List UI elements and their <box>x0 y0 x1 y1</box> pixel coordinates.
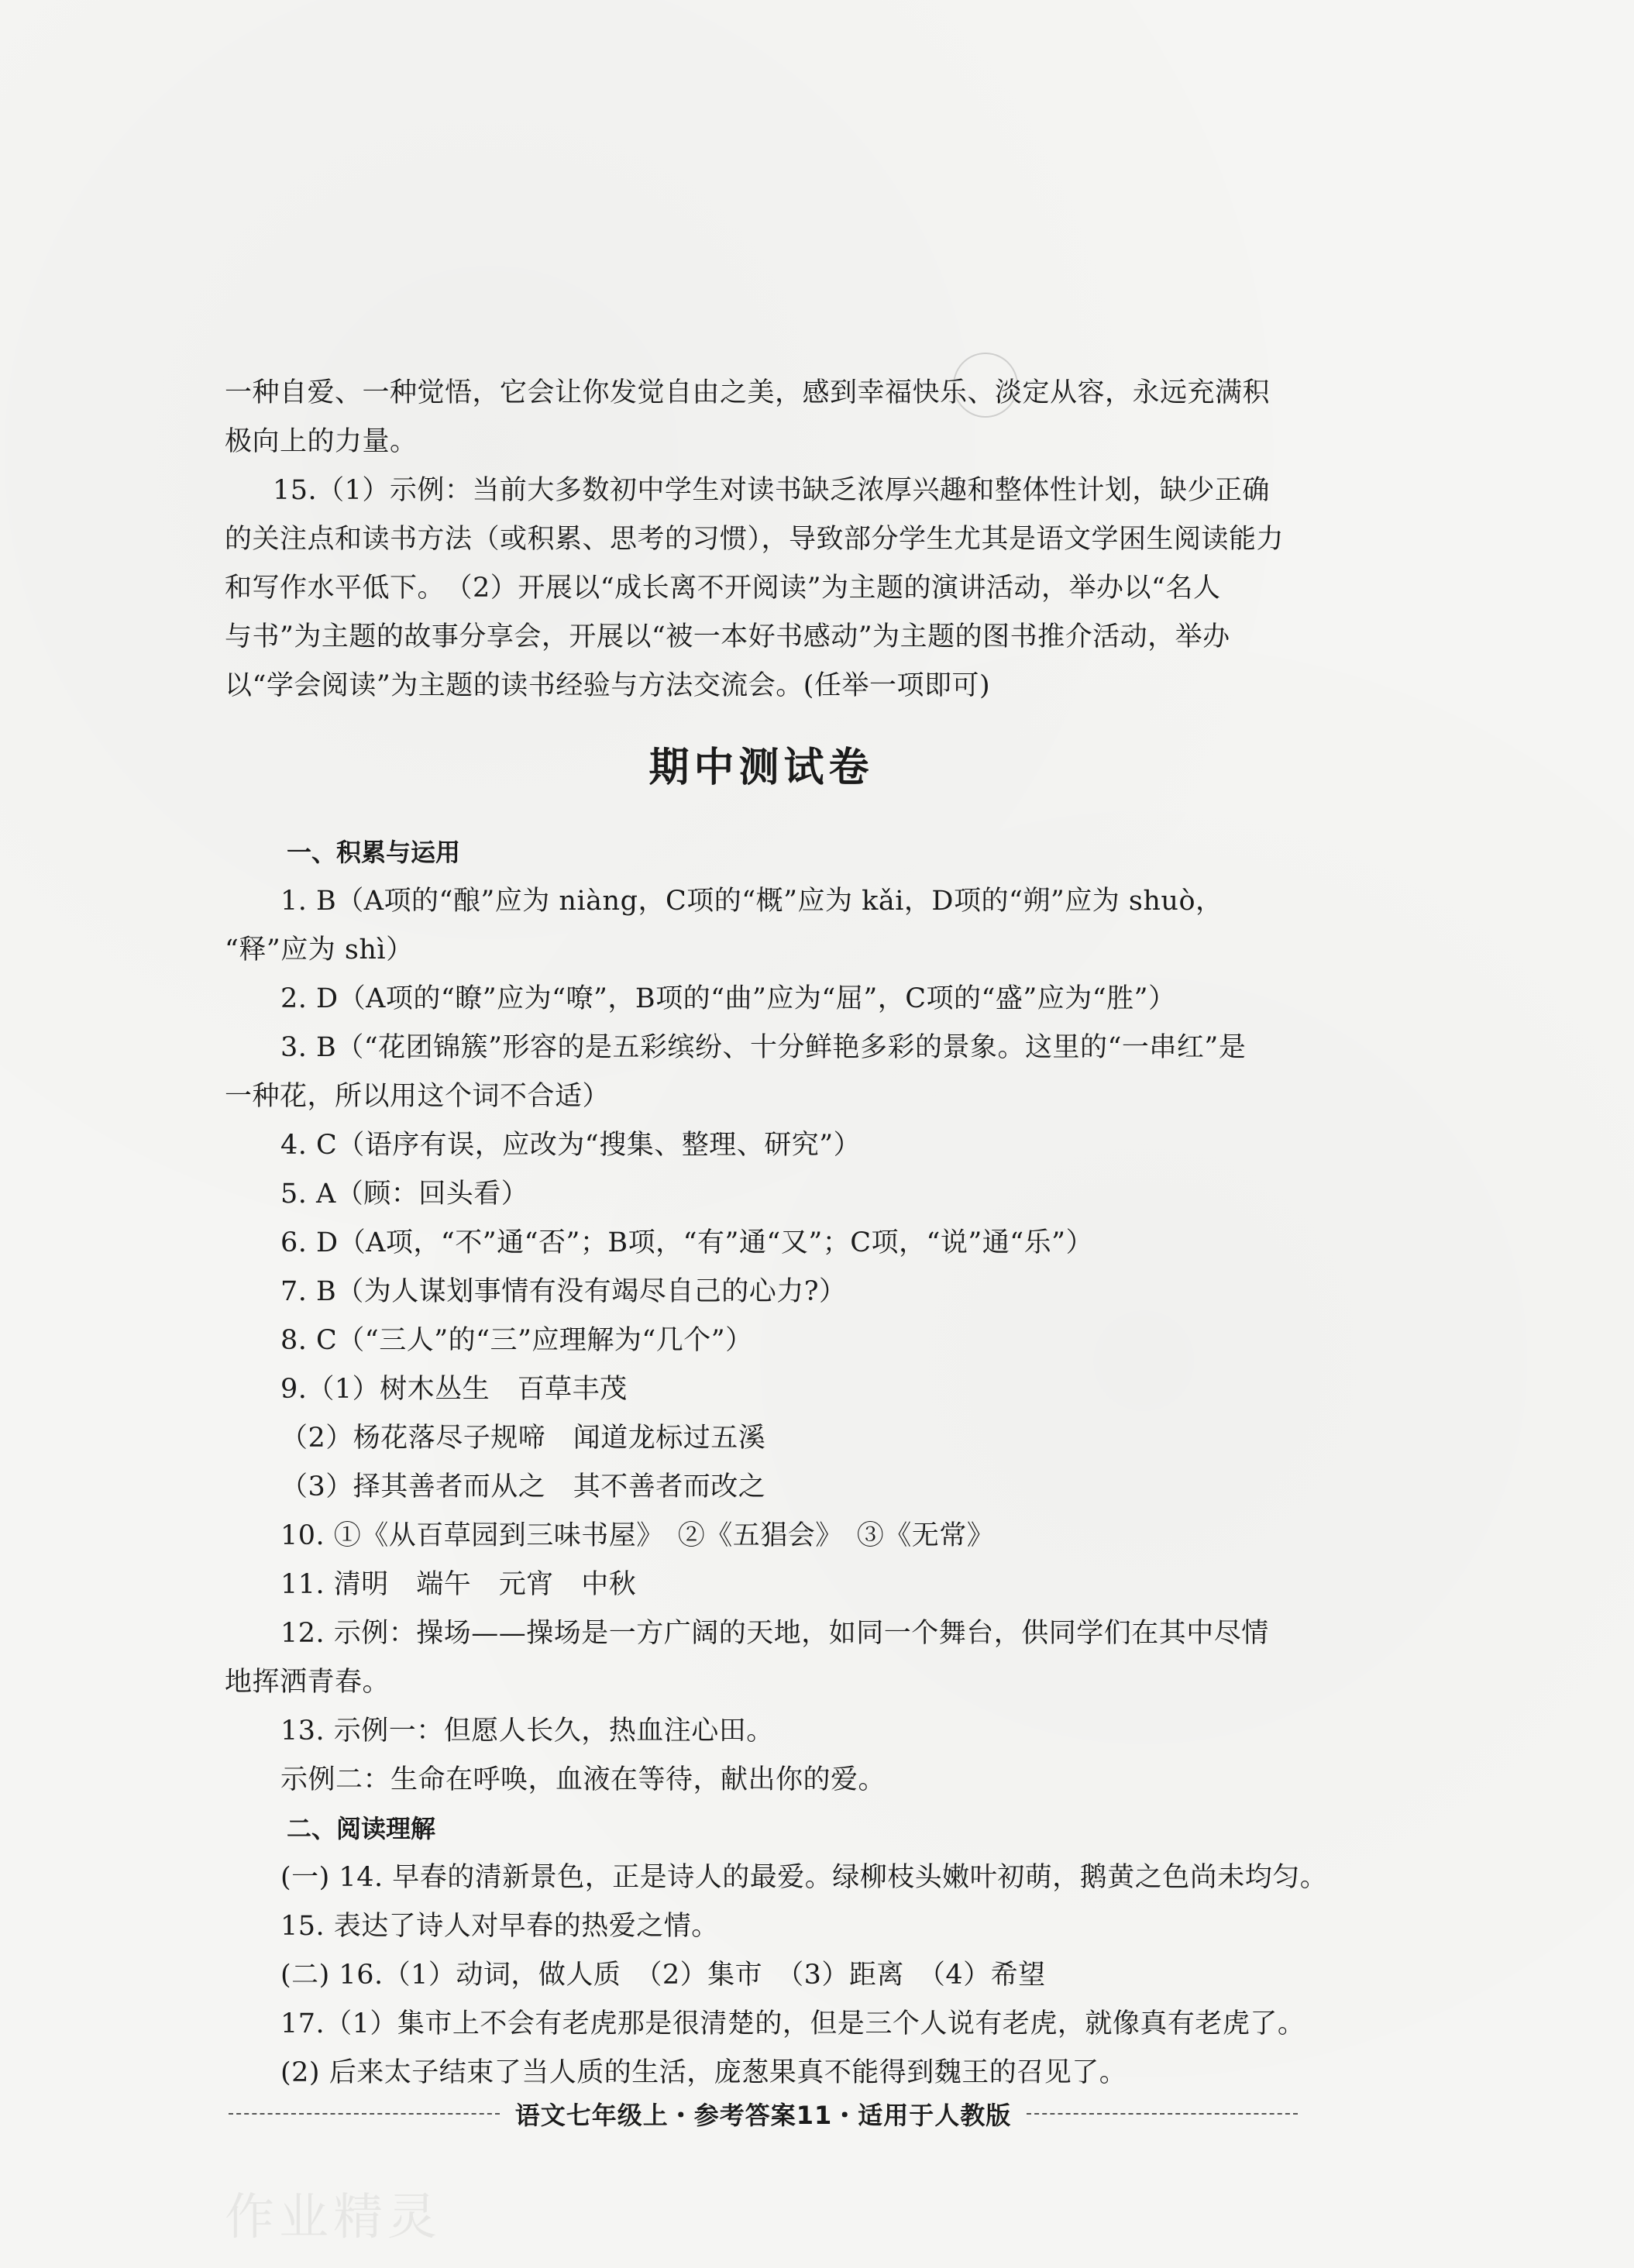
answer-line: 5. A（顾：回头看） <box>280 1179 529 1210</box>
section-heading: 二、阅读理解 <box>287 1814 436 1843</box>
text-line: 与书”为主题的故事分享会，开展以“被一本好书感动”为主题的图书推介活动，举办 <box>225 621 1230 652</box>
answer-line: 6. D（A项，“不”通“否”；B项，“有”通“又”；C项，“说”通“乐”） <box>280 1227 1094 1258</box>
text-line: 的关注点和读书方法（或积累、思考的习惯），导致部分学生尤其是语文学困生阅读能力 <box>225 524 1285 555</box>
footer-divider-right <box>1027 2113 1298 2115</box>
answer-line: 1. B（A项的“酿”应为 niàng，C项的“概”应为 kǎi，D项的“朔”应为 shuò， <box>280 886 1223 917</box>
page-title: 期中测试卷 <box>648 745 874 791</box>
answer-line: 9.（1）树木丛生 百草丰茂 <box>280 1374 628 1405</box>
answer-line: 示例二：生命在呼唤，血液在等待，献出你的爱。 <box>280 1764 886 1795</box>
footer-text: 语文七年级上・参考答案11・适用于人教版 <box>514 2101 1012 2130</box>
answer-line: 15. 表达了诗人对早春的热爱之情。 <box>280 1911 719 1942</box>
text-line: 和写作水平低下。 （2）开展以“成长离不开阅读”为主题的演讲活动，举办以“名人 <box>225 573 1221 604</box>
answer-line: 8. C（“三人”的“三”应理解为“几个”） <box>280 1325 753 1356</box>
page-footer <box>229 2096 1298 2132</box>
answer-line: 地挥洒青春。 <box>225 1667 390 1698</box>
answer-line: 一种花，所以用这个词不合适） <box>225 1081 611 1112</box>
answer-line: (二) 16.（1）动词，做人质 （2）集市 （3）距离 （4）希望 <box>280 1960 1046 1991</box>
answer-line: (2) 后来太子结束了当人质的生活，庞葱果真不能得到魏王的召见了。 <box>280 2057 1127 2088</box>
answer-line: (一) 14. 早春的清新景色，正是诗人的最爱。绿柳枝头嫩叶初萌，鹅黄之色尚未均匀。 <box>280 1862 1328 1893</box>
answer-line: 17.（1）集市上不会有老虎那是很清楚的，但是三个人说有老虎，就像真有老虎了。 <box>280 2008 1305 2039</box>
answer-line: “释”应为 shì） <box>225 934 414 965</box>
answer-content <box>225 376 1328 2105</box>
answer-line: 7. B（为人谋划事情有没有竭尽自己的心力?） <box>280 1276 847 1307</box>
answer-line: 3. B（“花团锦簇”形容的是五彩缤纷、十分鲜艳多彩的景象。这里的“一串红”是 <box>280 1032 1247 1063</box>
watermark-logo: 作业精灵 <box>225 2189 442 2246</box>
answer-line: （2）杨花落尽子规啼 闻道龙标过五溪 <box>280 1423 766 1454</box>
answer-line: 11. 清明 端午 元宵 中秋 <box>280 1569 637 1600</box>
answer-line: 12. 示例：操场——操场是一方广阔的天地，如同一个舞台，供同学们在其中尽情 <box>280 1618 1269 1649</box>
answer-line: （3）择其善者而从之 其不善者而改之 <box>280 1471 766 1502</box>
answer-line: 2. D（A项的“瞭”应为“嘹”，B项的“曲”应为“屈”，C项的“盛”应为“胜”） <box>280 983 1176 1014</box>
answer-line: 10. ①《从百草园到三味书屋》 ②《五猖会》 ③《无常》 <box>280 1520 995 1551</box>
answer-line: 13. 示例一：但愿人长久，热血注心田。 <box>280 1716 774 1747</box>
answer-line: 4. C（语序有误，应改为“搜集、整理、研究”） <box>280 1130 862 1161</box>
text-line: 极向上的力量。 <box>225 426 418 457</box>
text-line: 15.（1）示例：当前大多数初中学生对读书缺乏浓厚兴趣和整体性计划，缺少正确 <box>273 475 1270 506</box>
text-line: 一种自爱、一种觉悟，它会让你发觉自由之美，感到幸福快乐、淡定从容，永远充满积 <box>225 377 1271 408</box>
footer-divider-left <box>229 2113 500 2115</box>
section-heading: 一、积累与运用 <box>287 838 461 867</box>
text-line: 以“学会阅读”为主题的读书经验与方法交流会。(任举一项即可) <box>225 670 991 701</box>
